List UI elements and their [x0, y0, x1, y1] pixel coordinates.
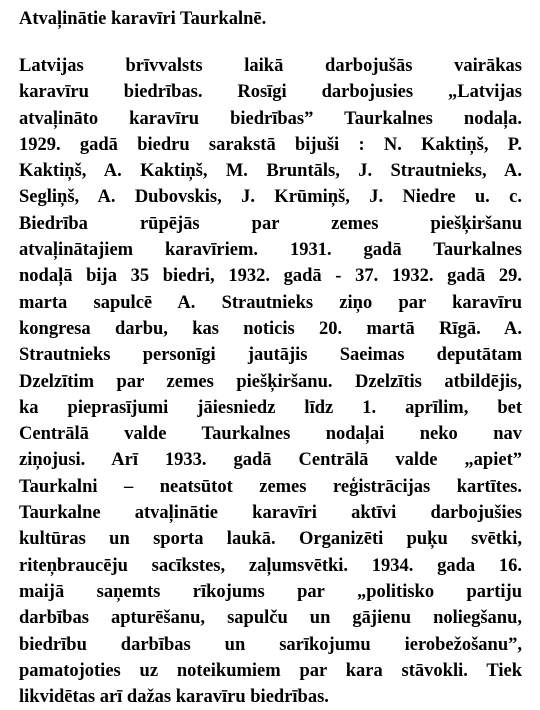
text-line: Biedrība rūpējās par zemes piešķiršanu: [19, 213, 522, 234]
text-line: Strautnieks personīgi jautājis Saeimas deputātam: [19, 345, 522, 366]
text-line: riteņbraucēju sacīkstes, zaļumsvētki. 1934. gada 16.: [19, 555, 522, 576]
document-body: [19, 53, 522, 710]
text-line: Dzelzītim par zemes piešķiršanu. Dzelzītis atbildējis,: [19, 371, 522, 392]
text-line: ziņojusi. Arī 1933. gadā Centrālā valde „apiet”: [19, 450, 522, 471]
text-line: karavīru biedrības. Rosīgi darbojusies „Latvijas: [19, 82, 522, 103]
text-line: biedrību darbības un sarīkojumu ierobežošanu”,: [19, 634, 522, 655]
text-line: Kaktiņš, A. Kaktiņš, M. Bruntāls, J. Strautnieks, A.: [19, 161, 522, 182]
text-line: likvidētas arī dažas karavīru biedrības.: [19, 687, 329, 708]
text-line: pamatojoties uz noteikumiem par kara stāvokli. Tiek: [19, 660, 522, 681]
text-line: 1929. gadā biedru sarakstā bijuši : N. Kaktiņš, P.: [19, 134, 522, 155]
text-line: Taurkalni – neatsūtot zemes reģistrācijas kartītes.: [19, 476, 522, 497]
text-line: atvaļinātajiem karavīriem. 1931. gadā Taurkalnes: [19, 240, 522, 261]
text-line: Taurkalne atvaļinātie karavīri aktīvi darbojušies: [19, 503, 522, 524]
text-line: marta sapulcē A. Strautnieks ziņo par karavīru: [19, 292, 522, 313]
text-line: maijā saņemts rīkojums par „politisko partiju: [19, 581, 522, 602]
text-line: atvaļināto karavīru biedrības” Taurkalnes nodaļa.: [19, 108, 522, 129]
text-line: Segliņš, A. Dubovskis, J. Krūmiņš, J. Niedre u. c.: [19, 187, 522, 208]
text-line: Latvijas brīvvalsts laikā darbojušās vairākas: [19, 56, 522, 76]
text-line: kultūras un sporta laukā. Organizēti puķu svētki,: [19, 529, 522, 550]
text-line: darbības apturēšanu, sapulču un gājienu noliegšanu,: [19, 608, 522, 629]
text-line: nodaļā bija 35 biedri, 1932. gadā - 37. 1932. gadā 29.: [19, 266, 522, 287]
text-line: kongresa darbu, kas noticis 20. martā Rīgā. A.: [19, 318, 522, 339]
text-line: ka pieprasījumi jāiesniedz līdz 1. aprīlim, bet: [19, 397, 522, 418]
document-title: Atvaļinātie karavīri Taurkalnē.: [19, 9, 267, 29]
text-line: Centrālā valde Taurkalnes nodaļai neko nav: [19, 424, 522, 445]
